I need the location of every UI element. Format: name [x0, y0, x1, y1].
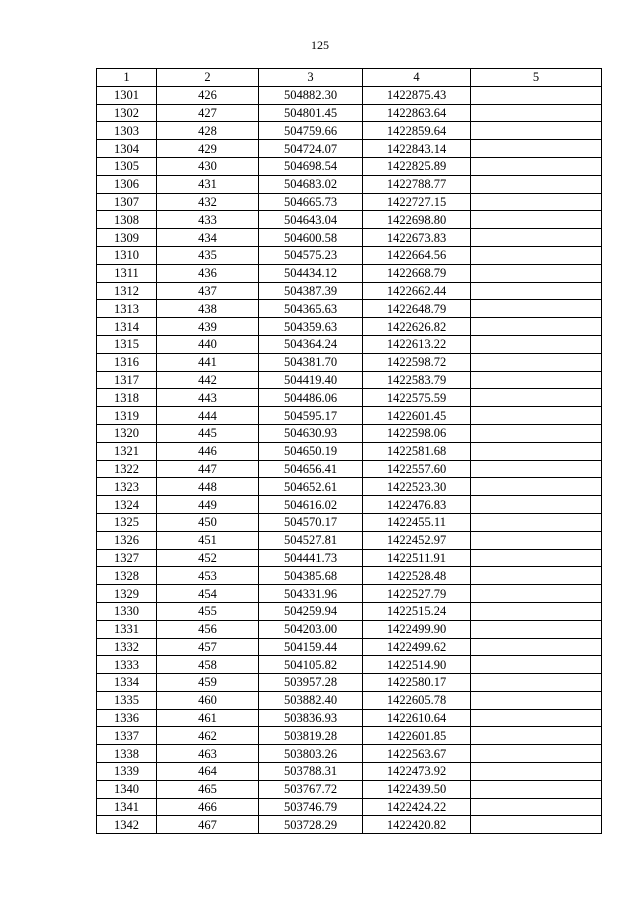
- table-cell: 503788.31: [259, 763, 363, 781]
- table-cell: 504385.68: [259, 567, 363, 585]
- table-cell: [471, 407, 602, 425]
- table-cell: 1422563.67: [363, 745, 471, 763]
- table-cell: 443: [157, 389, 259, 407]
- table-row: [97, 709, 602, 727]
- table-cell: 1307: [97, 193, 157, 211]
- table-cell: [471, 496, 602, 514]
- table-cell: [471, 175, 602, 193]
- table-cell: 503957.28: [259, 674, 363, 692]
- table-cell: 1336: [97, 709, 157, 727]
- table-cell: 431: [157, 175, 259, 193]
- column-header: 4: [363, 69, 471, 87]
- table-cell: 503882.40: [259, 691, 363, 709]
- table-row: [97, 798, 602, 816]
- table-cell: [471, 513, 602, 531]
- table-cell: 1422499.90: [363, 620, 471, 638]
- table-cell: 504203.00: [259, 620, 363, 638]
- table-cell: 1422473.92: [363, 763, 471, 781]
- table-cell: 504441.73: [259, 549, 363, 567]
- table-cell: [471, 816, 602, 834]
- table-cell: 465: [157, 780, 259, 798]
- table-row: [97, 371, 602, 389]
- table-cell: 504387.39: [259, 282, 363, 300]
- table-cell: 1303: [97, 122, 157, 140]
- table-cell: 504882.30: [259, 86, 363, 104]
- table-cell: [471, 691, 602, 709]
- table-cell: 1422613.22: [363, 335, 471, 353]
- table-cell: 430: [157, 157, 259, 175]
- table-cell: 1422420.82: [363, 816, 471, 834]
- table-cell: [471, 229, 602, 247]
- table-cell: [471, 353, 602, 371]
- table-row: [97, 353, 602, 371]
- table-cell: 504630.93: [259, 424, 363, 442]
- table-row: [97, 282, 602, 300]
- table-cell: [471, 246, 602, 264]
- table-row: [97, 229, 602, 247]
- table-cell: 1306: [97, 175, 157, 193]
- table-cell: 452: [157, 549, 259, 567]
- table-cell: 1422452.97: [363, 531, 471, 549]
- table-cell: 1422727.15: [363, 193, 471, 211]
- table-cell: 438: [157, 300, 259, 318]
- table-cell: 504652.61: [259, 478, 363, 496]
- table-cell: 504650.19: [259, 442, 363, 460]
- table-cell: 503803.26: [259, 745, 363, 763]
- table-row: [97, 300, 602, 318]
- table-row: [97, 424, 602, 442]
- table-cell: 437: [157, 282, 259, 300]
- table-cell: [471, 531, 602, 549]
- table-row: [97, 318, 602, 336]
- table-cell: 1341: [97, 798, 157, 816]
- table-cell: [471, 727, 602, 745]
- table-cell: 504159.44: [259, 638, 363, 656]
- table-cell: 1422662.44: [363, 282, 471, 300]
- table-cell: 1334: [97, 674, 157, 692]
- table-cell: 1422424.22: [363, 798, 471, 816]
- table-cell: [471, 282, 602, 300]
- table-cell: 1324: [97, 496, 157, 514]
- table-cell: 1318: [97, 389, 157, 407]
- table-cell: 504365.63: [259, 300, 363, 318]
- table-header-row: [97, 69, 602, 87]
- table-cell: 463: [157, 745, 259, 763]
- table-cell: 1338: [97, 745, 157, 763]
- table-cell: [471, 371, 602, 389]
- table-cell: 461: [157, 709, 259, 727]
- table-cell: 1422601.45: [363, 407, 471, 425]
- table-cell: 467: [157, 816, 259, 834]
- table-cell: 1309: [97, 229, 157, 247]
- table-cell: 1422557.60: [363, 460, 471, 478]
- table-cell: [471, 264, 602, 282]
- table-cell: [471, 460, 602, 478]
- table-cell: 445: [157, 424, 259, 442]
- table-cell: 1422825.89: [363, 157, 471, 175]
- table-cell: [471, 709, 602, 727]
- table-cell: 439: [157, 318, 259, 336]
- table-row: [97, 691, 602, 709]
- table-row: [97, 478, 602, 496]
- table-cell: [471, 335, 602, 353]
- table-row: [97, 460, 602, 478]
- table-cell: 440: [157, 335, 259, 353]
- table-row: [97, 585, 602, 603]
- table-cell: [471, 798, 602, 816]
- table-cell: 504105.82: [259, 656, 363, 674]
- table-cell: 1422601.85: [363, 727, 471, 745]
- table-cell: 1319: [97, 407, 157, 425]
- table-cell: [471, 763, 602, 781]
- table-cell: 455: [157, 602, 259, 620]
- table-cell: 1333: [97, 656, 157, 674]
- table-cell: [471, 638, 602, 656]
- table-cell: 1322: [97, 460, 157, 478]
- table-cell: 1317: [97, 371, 157, 389]
- table-cell: 451: [157, 531, 259, 549]
- table-cell: 442: [157, 371, 259, 389]
- table-row: [97, 496, 602, 514]
- table-cell: 1422605.78: [363, 691, 471, 709]
- table-cell: 449: [157, 496, 259, 514]
- table-cell: [471, 602, 602, 620]
- table-cell: 504527.81: [259, 531, 363, 549]
- table-cell: 432: [157, 193, 259, 211]
- table-cell: 1305: [97, 157, 157, 175]
- table-cell: [471, 585, 602, 603]
- table-cell: 1422610.64: [363, 709, 471, 727]
- table-cell: 1422698.80: [363, 211, 471, 229]
- table-cell: 450: [157, 513, 259, 531]
- table-cell: 504665.73: [259, 193, 363, 211]
- table-cell: [471, 86, 602, 104]
- table-row: [97, 674, 602, 692]
- table-cell: 1422455.11: [363, 513, 471, 531]
- table-cell: [471, 157, 602, 175]
- table-cell: 1342: [97, 816, 157, 834]
- table-cell: [471, 780, 602, 798]
- table-cell: 504595.17: [259, 407, 363, 425]
- table-cell: 462: [157, 727, 259, 745]
- table-cell: 1312: [97, 282, 157, 300]
- table-cell: 504259.94: [259, 602, 363, 620]
- table-cell: 503746.79: [259, 798, 363, 816]
- table-cell: 428: [157, 122, 259, 140]
- table-row: [97, 157, 602, 175]
- table-cell: 1304: [97, 140, 157, 158]
- table-cell: 459: [157, 674, 259, 692]
- table-cell: [471, 140, 602, 158]
- table-cell: 435: [157, 246, 259, 264]
- table-row: [97, 602, 602, 620]
- table-cell: 1331: [97, 620, 157, 638]
- table-cell: 464: [157, 763, 259, 781]
- table-cell: 427: [157, 104, 259, 122]
- table-cell: 1327: [97, 549, 157, 567]
- table-cell: [471, 122, 602, 140]
- table-row: [97, 193, 602, 211]
- table-cell: 1422648.79: [363, 300, 471, 318]
- table-cell: 504643.04: [259, 211, 363, 229]
- table-cell: 504683.02: [259, 175, 363, 193]
- table-cell: 504381.70: [259, 353, 363, 371]
- table-cell: 1328: [97, 567, 157, 585]
- table-cell: 1330: [97, 602, 157, 620]
- table-cell: [471, 567, 602, 585]
- table-cell: 503836.93: [259, 709, 363, 727]
- table-cell: 1310: [97, 246, 157, 264]
- table-cell: 1339: [97, 763, 157, 781]
- table-cell: 429: [157, 140, 259, 158]
- table-cell: 504759.66: [259, 122, 363, 140]
- table-row: [97, 567, 602, 585]
- table-cell: 1422673.83: [363, 229, 471, 247]
- column-header: 3: [259, 69, 363, 87]
- table-cell: 466: [157, 798, 259, 816]
- table-cell: 1422580.17: [363, 674, 471, 692]
- table-row: [97, 104, 602, 122]
- table-cell: 1422598.06: [363, 424, 471, 442]
- table-cell: [471, 318, 602, 336]
- table-cell: [471, 193, 602, 211]
- table-cell: 1422528.48: [363, 567, 471, 585]
- table-cell: 504434.12: [259, 264, 363, 282]
- table-cell: 1301: [97, 86, 157, 104]
- table-row: [97, 531, 602, 549]
- table-cell: 426: [157, 86, 259, 104]
- table-cell: 1308: [97, 211, 157, 229]
- table-cell: [471, 745, 602, 763]
- table-row: [97, 246, 602, 264]
- table-cell: 1323: [97, 478, 157, 496]
- table-row: [97, 513, 602, 531]
- table-row: [97, 727, 602, 745]
- table-cell: 504570.17: [259, 513, 363, 531]
- table-row: [97, 763, 602, 781]
- table-cell: 1422575.59: [363, 389, 471, 407]
- table-cell: 1311: [97, 264, 157, 282]
- table-cell: 456: [157, 620, 259, 638]
- table-row: [97, 335, 602, 353]
- table-cell: 1325: [97, 513, 157, 531]
- table-cell: 453: [157, 567, 259, 585]
- table-cell: 457: [157, 638, 259, 656]
- table-cell: 1332: [97, 638, 157, 656]
- table-cell: 1422476.83: [363, 496, 471, 514]
- table-cell: [471, 478, 602, 496]
- table-cell: 436: [157, 264, 259, 282]
- table-cell: 454: [157, 585, 259, 603]
- table-body: [97, 86, 602, 833]
- table-cell: 1422664.56: [363, 246, 471, 264]
- table-cell: 503819.28: [259, 727, 363, 745]
- table-cell: 504486.06: [259, 389, 363, 407]
- table-row: [97, 745, 602, 763]
- table-cell: 1337: [97, 727, 157, 745]
- table-cell: 1321: [97, 442, 157, 460]
- table-cell: 1422859.64: [363, 122, 471, 140]
- table-cell: 504698.54: [259, 157, 363, 175]
- table-cell: [471, 389, 602, 407]
- table-cell: 1422511.91: [363, 549, 471, 567]
- table-cell: [471, 104, 602, 122]
- table-cell: 504656.41: [259, 460, 363, 478]
- table-cell: [471, 674, 602, 692]
- table-cell: 446: [157, 442, 259, 460]
- table-cell: 1422598.72: [363, 353, 471, 371]
- table-row: [97, 175, 602, 193]
- table-cell: 1316: [97, 353, 157, 371]
- table-cell: 1326: [97, 531, 157, 549]
- table-cell: 458: [157, 656, 259, 674]
- table-row: [97, 638, 602, 656]
- table-row: [97, 122, 602, 140]
- table-cell: [471, 442, 602, 460]
- table-cell: 504331.96: [259, 585, 363, 603]
- table-row: [97, 656, 602, 674]
- table-cell: 1329: [97, 585, 157, 603]
- table-cell: 441: [157, 353, 259, 371]
- table-cell: [471, 211, 602, 229]
- table-cell: 1422527.79: [363, 585, 471, 603]
- table-row: [97, 389, 602, 407]
- table-row: [97, 407, 602, 425]
- table-cell: 1302: [97, 104, 157, 122]
- table-row: [97, 549, 602, 567]
- table-cell: 504359.63: [259, 318, 363, 336]
- table-cell: 1422875.43: [363, 86, 471, 104]
- table-cell: 1422515.24: [363, 602, 471, 620]
- table-cell: 504801.45: [259, 104, 363, 122]
- table-row: [97, 620, 602, 638]
- table-cell: [471, 424, 602, 442]
- table-cell: 1422499.62: [363, 638, 471, 656]
- table-row: [97, 211, 602, 229]
- table-cell: 1422863.64: [363, 104, 471, 122]
- table-cell: 1340: [97, 780, 157, 798]
- table-cell: 1313: [97, 300, 157, 318]
- table-cell: 503767.72: [259, 780, 363, 798]
- column-header: 5: [471, 69, 602, 87]
- table-cell: 1422439.50: [363, 780, 471, 798]
- table-row: [97, 140, 602, 158]
- table-cell: 1422514.90: [363, 656, 471, 674]
- table-cell: 1315: [97, 335, 157, 353]
- table-cell: 1422581.68: [363, 442, 471, 460]
- table-row: [97, 816, 602, 834]
- table-cell: [471, 549, 602, 567]
- table-cell: 1422523.30: [363, 478, 471, 496]
- table-cell: 1314: [97, 318, 157, 336]
- table-cell: 1422583.79: [363, 371, 471, 389]
- table-cell: 1422843.14: [363, 140, 471, 158]
- table-cell: 1422668.79: [363, 264, 471, 282]
- coordinates-table: [96, 68, 602, 834]
- table-cell: 447: [157, 460, 259, 478]
- table-cell: 504724.07: [259, 140, 363, 158]
- table-cell: 504616.02: [259, 496, 363, 514]
- table-cell: [471, 300, 602, 318]
- table-cell: 444: [157, 407, 259, 425]
- table-cell: 504419.40: [259, 371, 363, 389]
- table-cell: 460: [157, 691, 259, 709]
- table-cell: 504575.23: [259, 246, 363, 264]
- table-row: [97, 780, 602, 798]
- table-cell: 448: [157, 478, 259, 496]
- table-cell: 1335: [97, 691, 157, 709]
- table-row: [97, 442, 602, 460]
- table-cell: 504600.58: [259, 229, 363, 247]
- table-cell: 1320: [97, 424, 157, 442]
- table-cell: 433: [157, 211, 259, 229]
- table-cell: 1422626.82: [363, 318, 471, 336]
- table-row: [97, 264, 602, 282]
- page-number: 125: [311, 38, 329, 52]
- table-cell: [471, 656, 602, 674]
- table-row: [97, 86, 602, 104]
- column-header: 1: [97, 69, 157, 87]
- table-cell: 434: [157, 229, 259, 247]
- table-cell: 1422788.77: [363, 175, 471, 193]
- table-cell: [471, 620, 602, 638]
- table-cell: 504364.24: [259, 335, 363, 353]
- column-header: 2: [157, 69, 259, 87]
- table-cell: 503728.29: [259, 816, 363, 834]
